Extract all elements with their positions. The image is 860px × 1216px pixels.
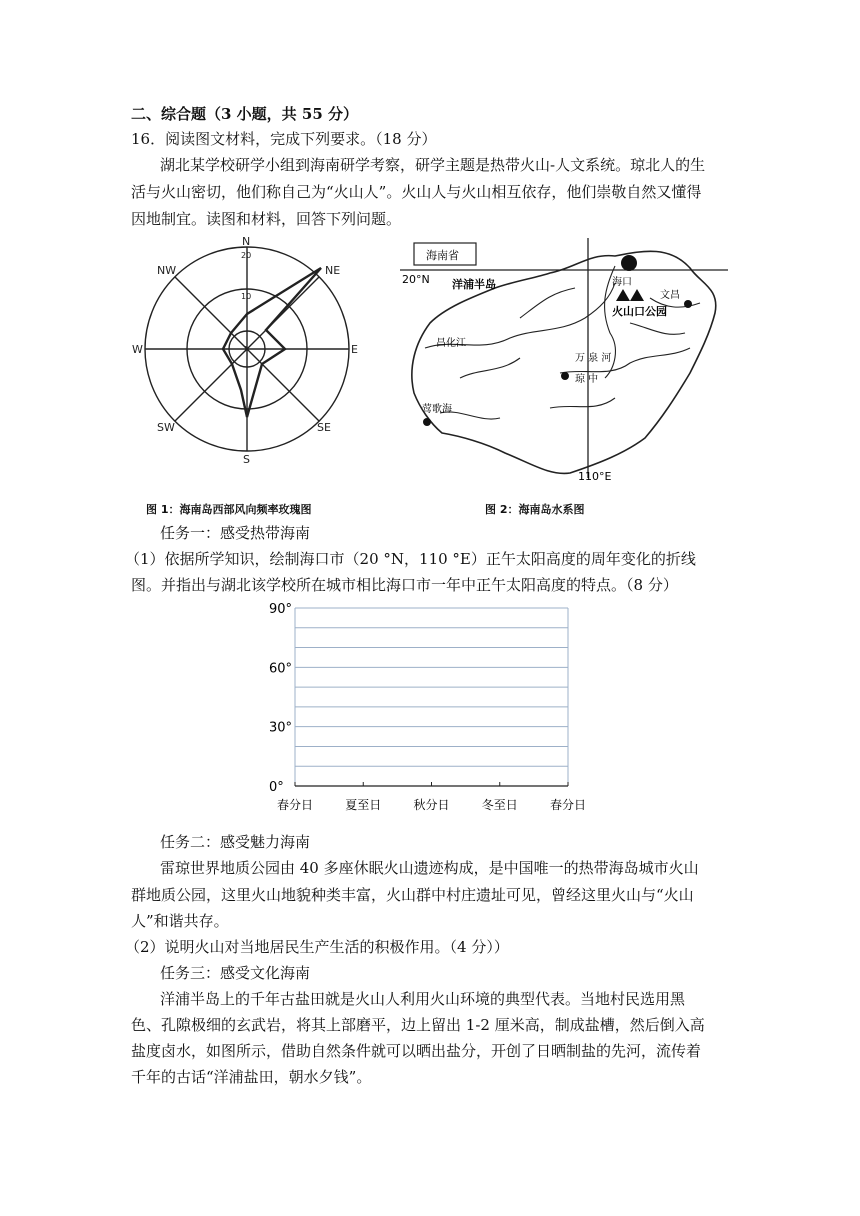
- question-16-title: 16．阅读图文材料，完成下列要求。（18 分）: [131, 130, 437, 148]
- task2-line-2: 群地质公园，这里火山地貌种类丰富，火山群中村庄遗址可见，曾经这里火山与“火山: [131, 886, 694, 904]
- noon-sun-altitude-chart: [265, 600, 595, 815]
- river-branch-3: [550, 398, 615, 408]
- y-tick-label: 90°: [269, 602, 293, 617]
- task1-title: 任务一：感受热带海南: [160, 524, 311, 542]
- dir-label-w: W: [132, 343, 143, 356]
- ring-label-20: 20: [241, 251, 252, 260]
- dir-label-nw: NW: [157, 264, 177, 277]
- q1-line-2: 图。并指出与湖北该学校所在城市相比海口市一年中正午太阳高度的特点。（8 分）: [131, 576, 678, 594]
- task2-line-1: 雷琼世界地质公园由 40 多座休眠火山遗迹构成，是中国唯一的热带海岛城市火山: [160, 859, 699, 877]
- x-tick-label: 春分日: [276, 798, 314, 812]
- river-branch-5: [630, 323, 685, 334]
- q1-line-1: （1）依据所学知识，绘制海口市（20 °N，110 °E）正午太阳高度的周年变化的折线: [125, 550, 696, 568]
- x-tick-label: 秋分日: [413, 798, 450, 812]
- latitude-label: 20°N: [402, 273, 430, 286]
- hainan-river-map: [400, 238, 730, 483]
- task2-line-3: 人”和谐共存。: [131, 912, 229, 930]
- province-label: 海南省: [426, 249, 459, 262]
- longitude-label: 110°E: [578, 470, 612, 483]
- volcano-icon: [616, 289, 630, 301]
- haikou-label: 海口: [612, 277, 632, 288]
- y-tick-label: 60°: [269, 661, 293, 677]
- wanquanhe-label: 万 泉 河: [575, 353, 612, 364]
- yinggehai-dot: [423, 418, 431, 426]
- task3-line-1: 洋浦半岛上的千年古盐田就是火山人利用火山环境的典型代表。当地村民选用黑: [160, 990, 686, 1008]
- ring-label-7: 7: [243, 345, 249, 354]
- task3-line-2: 色、孔隙极细的玄武岩，将其上部磨平，边上留出 1-2 厘米高，制成盐槽，然后倒入高: [131, 1016, 705, 1034]
- intro-line-3: 因地制宜。读图和材料，回答下列问题。: [131, 210, 402, 228]
- ring-label-10: 10: [241, 292, 252, 301]
- wenchang-dot: [684, 300, 692, 308]
- river-branch-1: [520, 288, 575, 318]
- x-tick-label: 夏至日: [345, 798, 382, 812]
- y-tick-label: 30°: [269, 720, 293, 736]
- x-tick-label: 春分日: [549, 798, 587, 812]
- intro-line-1: 湖北某学校研学小组到海南研学考察，研学主题是热带火山-人文系统。琼北人的生: [160, 156, 706, 174]
- dir-label-n: N: [242, 235, 251, 248]
- q2-text: （2）说明火山对当地居民生产生活的积极作用。（4 分））: [125, 938, 509, 956]
- dir-label-sw: SW: [157, 421, 175, 434]
- task3-line-3: 盐度卤水，如图所示，借助自然条件就可以晒出盐分，开创了日晒制盐的先河，流传着: [131, 1042, 702, 1060]
- yinggehai-label: 莺歌海: [422, 404, 452, 415]
- qiongzhong-dot: [561, 372, 569, 380]
- dir-label-e: E: [351, 343, 358, 356]
- x-tick-label: 冬至日: [481, 798, 518, 812]
- intro-line-2: 活与火山密切，他们称自己为“火山人”。火山人与火山相互依存，他们崇敬自然又懂得: [131, 183, 702, 201]
- qiongzhong-label: 琼 中: [575, 374, 599, 385]
- task3-line-4: 千年的古话“洋浦盐田，朝水夕钱”。: [131, 1068, 372, 1086]
- river-branch-2: [460, 358, 520, 378]
- wind-rose-figure: [127, 236, 367, 476]
- task3-title: 任务三：感受文化海南: [160, 964, 311, 982]
- dir-label-se: SE: [317, 421, 331, 434]
- dir-label-s: S: [243, 453, 250, 466]
- huoshankou-label: 火山口公园: [612, 305, 667, 318]
- changhuajiang-label: 昌化江: [436, 338, 466, 349]
- yangpu-label: 洋浦半岛: [452, 278, 496, 291]
- haikou-dot: [621, 255, 637, 271]
- y-tick-label: 0°: [269, 780, 284, 795]
- wenchang-label: 文昌: [660, 290, 680, 301]
- fig1-caption: 图 1：海南岛西部风向频率玫瑰图: [146, 503, 312, 516]
- section-heading: 二、综合题（3 小题，共 55 分）: [131, 105, 358, 123]
- volcano-icon: [630, 289, 644, 301]
- task2-title: 任务二：感受魅力海南: [160, 833, 311, 851]
- fig2-caption: 图 2：海南岛水系图: [485, 503, 585, 516]
- dir-label-ne: NE: [325, 264, 341, 277]
